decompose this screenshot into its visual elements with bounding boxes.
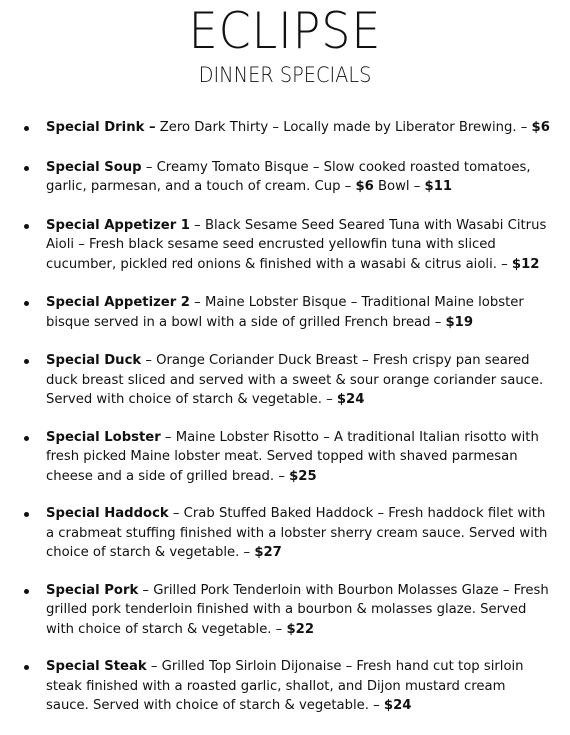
special-name: Special Lobster — [46, 429, 161, 445]
special-item-soup — [22, 158, 552, 197]
special-description: – Maine Lobster Bisque – Traditional Maine lobster bisque served in a bowl with a side of grilled French bread – — [46, 295, 524, 330]
bullet-icon — [24, 589, 29, 594]
special-item-appetizer-2 — [22, 293, 552, 332]
special-price: $25 — [289, 468, 317, 484]
special-name: Special Appetizer 1 — [46, 217, 190, 233]
special-price: $27 — [254, 545, 282, 560]
special-price-cup: $6 — [355, 179, 374, 194]
special-price: $22 — [286, 621, 315, 637]
special-item-drink — [22, 118, 552, 138]
restaurant-title: ECLIPSE — [188, 2, 382, 60]
menu-header — [0, 0, 570, 88]
bullet-icon — [24, 224, 29, 229]
bullet-icon — [24, 166, 29, 171]
bullet-icon — [24, 126, 29, 131]
special-description: – Crab Stuffed Baked Haddock – Fresh haddock filet with a crabmeat stuffing finished with a lobster sherry cream sauce. Served with choice of starch & vegetable. – — [46, 506, 548, 560]
bullet-icon — [24, 359, 29, 364]
special-price: $19 — [445, 314, 474, 330]
special-price-bowl: $11 — [424, 179, 453, 194]
special-description-bowl: Bowl – — [373, 179, 425, 194]
special-name: Special Pork — [46, 582, 139, 598]
special-description: – Grilled Pork Tenderloin with Bourbon Molasses Glaze – Fresh grilled pork tenderloin finished with a bourbon & molasses glaze. Served with choice of starch & vegetable. – — [46, 582, 549, 637]
specials-list — [22, 118, 552, 716]
special-description: – Black Sesame Seed Seared Tuna with Wasabi Citrus Aioli – Fresh black sesame seed encrusted yellowfin tuna with sliced cucumber, pickled red onions & finished with a wasabi & citrus aioli. – — [46, 217, 547, 272]
special-price: $6 — [531, 120, 550, 135]
special-name: Special Drink – — [46, 120, 156, 135]
special-description: – Creamy Tomato Bisque – Slow cooked roasted tomatoes, garlic, parmesan, and a touch of cream. Cup – — [46, 159, 531, 194]
special-description: – Maine Lobster Risotto – A traditional Italian risotto with fresh picked Maine lobster meat. Served topped with shaved parmesan cheese and a side of grilled bread. – — [46, 429, 539, 484]
special-name: Special Steak — [46, 659, 147, 674]
special-description: – Grilled Top Sirloin Dijonaise – Fresh hand cut top sirloin steak finished with a roasted garlic, shallot, and Dijon mustard cream sauce. Served with choice of starch & vegetable. – — [46, 659, 524, 713]
bullet-icon — [24, 436, 29, 441]
bullet-icon — [24, 512, 29, 517]
special-price: $24 — [383, 698, 412, 713]
special-price: $24 — [336, 392, 365, 407]
special-description: – Orange Coriander Duck Breast – Fresh crispy pan seared duck breast sliced and served with a sweet & sour orange coriander sauce. Served with choice of starch & vegetable. – — [46, 353, 544, 407]
special-description: Zero Dark Thirty – Locally made by Liberator Brewing. – — [155, 120, 532, 135]
bullet-icon — [24, 301, 29, 306]
menu-subtitle: DINNER SPECIALS — [198, 63, 372, 87]
bullet-icon — [24, 665, 29, 670]
special-item-pork — [22, 581, 552, 640]
special-name: Special Haddock — [46, 506, 169, 521]
special-price: $12 — [511, 256, 540, 272]
special-item-duck — [22, 351, 552, 410]
special-name: Special Soup — [46, 159, 142, 175]
special-name: Special Appetizer 2 — [46, 295, 190, 310]
special-item-appetizer-1 — [22, 216, 552, 275]
special-item-lobster — [22, 428, 552, 487]
special-item-steak — [22, 657, 552, 716]
special-name: Special Duck — [46, 353, 142, 368]
special-item-haddock — [22, 504, 552, 563]
